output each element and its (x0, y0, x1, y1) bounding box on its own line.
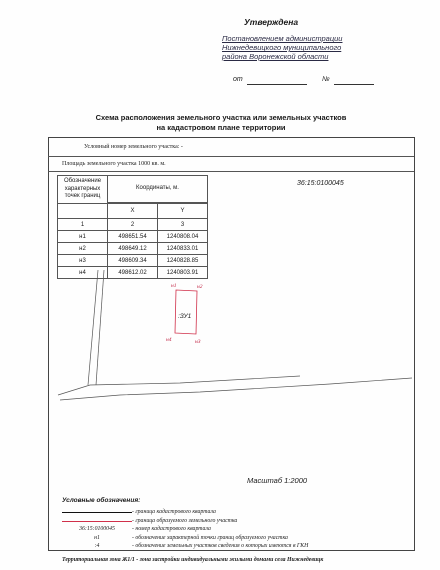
decree-line-3: района Воронежской области (222, 52, 329, 61)
approved-label: Утверждена (244, 17, 299, 27)
x-header: X (108, 204, 158, 219)
quarter-boundary-line (88, 270, 98, 385)
legend-red-line (62, 521, 132, 522)
x-value: 498609.34 (108, 255, 158, 267)
x-value: 498649.12 (108, 243, 158, 255)
legend-item (62, 542, 422, 551)
point-label-n2: н2 (197, 284, 203, 290)
point-label-n1: н1 (171, 283, 177, 289)
col-number: 1 (58, 219, 108, 231)
legend-symbol: 36:15:0100045 (79, 526, 115, 532)
point-id: н4 (58, 267, 108, 279)
quarter-boundary-line (60, 378, 412, 400)
territorial-zone: Территориальная зона Ж1/1 - зона застройки индивидуальными жилыми домами села Нижнедевицк (62, 557, 324, 563)
date-label: от (233, 76, 243, 83)
legend-item (62, 534, 422, 543)
quarter-boundary-line (58, 376, 300, 395)
x-value: 498612.02 (108, 267, 158, 279)
scale-label: Масштаб 1:2000 (247, 476, 308, 485)
parcel-label: :ЗУ1 (178, 313, 192, 320)
legend-black-line (62, 512, 132, 513)
legend-desc: - обозначение характерной точки границ образуемого участка (132, 534, 288, 541)
legend-symbol: :4 (94, 543, 100, 549)
conditional-number: Условный номер земельного участка: - (84, 144, 183, 150)
col-number: 3 (158, 219, 208, 231)
legend-item (62, 517, 422, 526)
y-header: Y (158, 204, 208, 219)
point-label-n3: н3 (195, 339, 201, 345)
legend-desc: - граница кадастрового квартала (132, 509, 216, 515)
legend-item (62, 508, 422, 517)
quarter-code: 36:15:0100045 (297, 180, 344, 187)
decree-line-2: Нижнедевицкого муниципального (222, 43, 342, 52)
point-id: н2 (58, 243, 108, 255)
y-value: 1240828.85 (158, 255, 208, 267)
point-id: н3 (58, 255, 108, 267)
col-number: 2 (108, 219, 158, 231)
legend-desc: - обозначение земельных участков сведения о которых имеются в ГКН (132, 543, 309, 549)
y-value: 1240808.04 (158, 231, 208, 243)
parcel-area: Площадь земельного участка 1000 кв. м. (62, 161, 166, 167)
point-label-n4: н4 (166, 337, 172, 343)
title-line-1: Схема расположения земельного участка или земельных участков (95, 113, 347, 122)
point-header: Обозначение характерных точек границ (58, 176, 108, 204)
y-value: 1240833.01 (158, 243, 208, 255)
parcel-boundary (175, 290, 197, 334)
title-line-2: на кадастровом плане территории (156, 123, 286, 132)
coords-header: Координаты, м. (108, 176, 208, 203)
legend-desc: - граница образуемого земельного участка (132, 517, 238, 524)
x-value: 498651.54 (108, 231, 158, 243)
legend-title: Условные обозначения: (62, 497, 141, 504)
legend-symbol: н1 (94, 534, 100, 541)
y-value: 1240803.91 (158, 267, 208, 279)
quarter-boundary-line (96, 270, 104, 385)
decree-line-1: Постановлением администрации (222, 34, 343, 43)
legend (62, 508, 422, 551)
number-label: № (322, 76, 330, 83)
legend-desc: - номер кадастрового квартала (132, 526, 211, 532)
point-id: н1 (58, 231, 108, 243)
legend-item (62, 525, 422, 534)
